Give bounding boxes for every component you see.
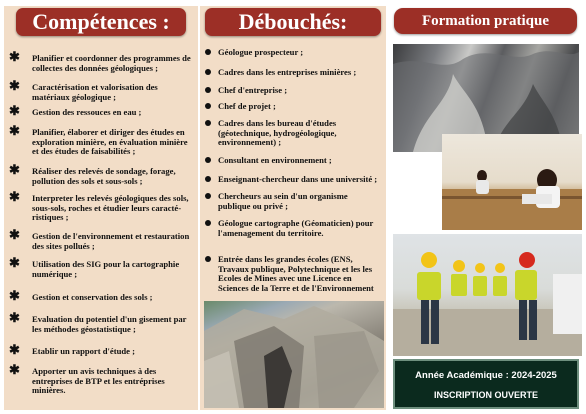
list-item: ✱ Planifier, élaborer et diriger des études en exploration minière, en évaluation minière et des études de faisabilités ; <box>9 123 188 157</box>
list-item: ✱ Interpreter les relevés géologiques des sols, sous-sols, roches et étudier leurs caracté-ristiques ; <box>9 189 189 223</box>
competences-panel <box>4 6 198 410</box>
tool-icon: ✱ <box>9 227 20 242</box>
tool-icon: ✱ <box>9 255 20 270</box>
list-item: Entrée dans les grandes écoles (ENS, Travaux publique, Polytechnique et les les Ecoles de Mines avec une Licence en Sciences de la Terre et de l'Environnement <box>200 255 386 293</box>
list-item: Chercheurs au sein d'un organisme publique ou privé ; <box>200 192 386 211</box>
formation-title: Formation pratique <box>394 8 577 34</box>
tool-icon: ✱ <box>9 310 20 325</box>
competences-title: Compétences : <box>16 8 186 36</box>
academic-year-banner <box>393 359 579 409</box>
bullet-icon <box>205 176 211 182</box>
list-item: ✱ Etablir un rapport d'étude ; <box>9 342 135 357</box>
tool-icon: ✱ <box>9 288 20 303</box>
list-item: Cadres dans les bureau d'études (géotechnique, hydrogéologique, environnement) ; <box>200 119 386 148</box>
tool-icon: ✱ <box>9 49 20 64</box>
list-item: ✱ Apporter un avis techniques à des entreprises de BTP et les entréprises minières. <box>9 362 165 396</box>
list-item: ✱ Gestion de l'environnement et restauration des sites pollués ; <box>9 227 190 251</box>
list-item: ✱ Caractérisation et valorisation des matériaux géologique ; <box>9 78 158 102</box>
tool-icon: ✱ <box>9 342 20 357</box>
list-item: ✱ Utilisation des SIG pour la cartographie numérique ; <box>9 255 180 279</box>
lab-classroom-illustration <box>442 134 582 230</box>
rock-outcrop-photo <box>204 301 384 408</box>
list-item: Chef d'entreprise ; <box>200 86 386 96</box>
bullet-icon <box>205 87 211 93</box>
list-item: Géologue prospecteur ; <box>200 48 386 58</box>
list-item: ✱ Planifier et coordonner des programmes de collectes des données géologiques ; <box>9 49 191 73</box>
bullet-icon <box>205 256 211 262</box>
bullet-icon <box>205 103 211 109</box>
list-item: Géologue cartographe (Géomaticien) pour l'amenagement du territoire. <box>200 219 386 238</box>
list-item: Cadres dans les entreprises minières ; <box>200 68 386 78</box>
list-item: ✱ Gestion des ressouces en eau ; <box>9 103 142 118</box>
list-item: Enseignant-chercheur dans une université ; <box>200 175 386 185</box>
formation-panel <box>389 6 582 410</box>
bullet-icon <box>205 193 211 199</box>
list-item: ✱ Gestion et conservation des sols ; <box>9 288 153 303</box>
bullet-icon <box>205 49 211 55</box>
list-item: ✱ Réaliser des relevés de sondage, forage, pollution des sols et sous-sols ; <box>9 162 176 186</box>
field-team-illustration <box>393 234 582 356</box>
tool-icon: ✱ <box>9 189 20 204</box>
bullet-icon <box>205 220 211 226</box>
bullet-icon <box>205 157 211 163</box>
list-item: Consultant en environnement ; <box>200 156 386 166</box>
registration-status: INSCRIPTION OUVERTE <box>433 390 538 400</box>
tool-icon: ✱ <box>9 78 20 93</box>
tool-icon: ✱ <box>9 103 20 118</box>
debouches-panel <box>200 6 386 410</box>
bullet-icon <box>205 120 211 126</box>
bullet-icon <box>205 69 211 75</box>
list-item: ✱ Evaluation du potentiel d'un gisement par les méthodes géostatistique ; <box>9 310 187 334</box>
list-item: Chef de projet ; <box>200 102 386 112</box>
lab-classroom-photo <box>442 134 582 230</box>
rock-outcrop-illustration <box>204 301 384 408</box>
tool-icon: ✱ <box>9 362 20 377</box>
tool-icon: ✱ <box>9 162 20 177</box>
field-team-photo <box>393 234 582 356</box>
academic-year-text: Année Académique : 2024-2025 <box>415 370 557 381</box>
debouches-title: Débouchés: <box>205 8 381 36</box>
tool-icon: ✱ <box>9 123 20 138</box>
